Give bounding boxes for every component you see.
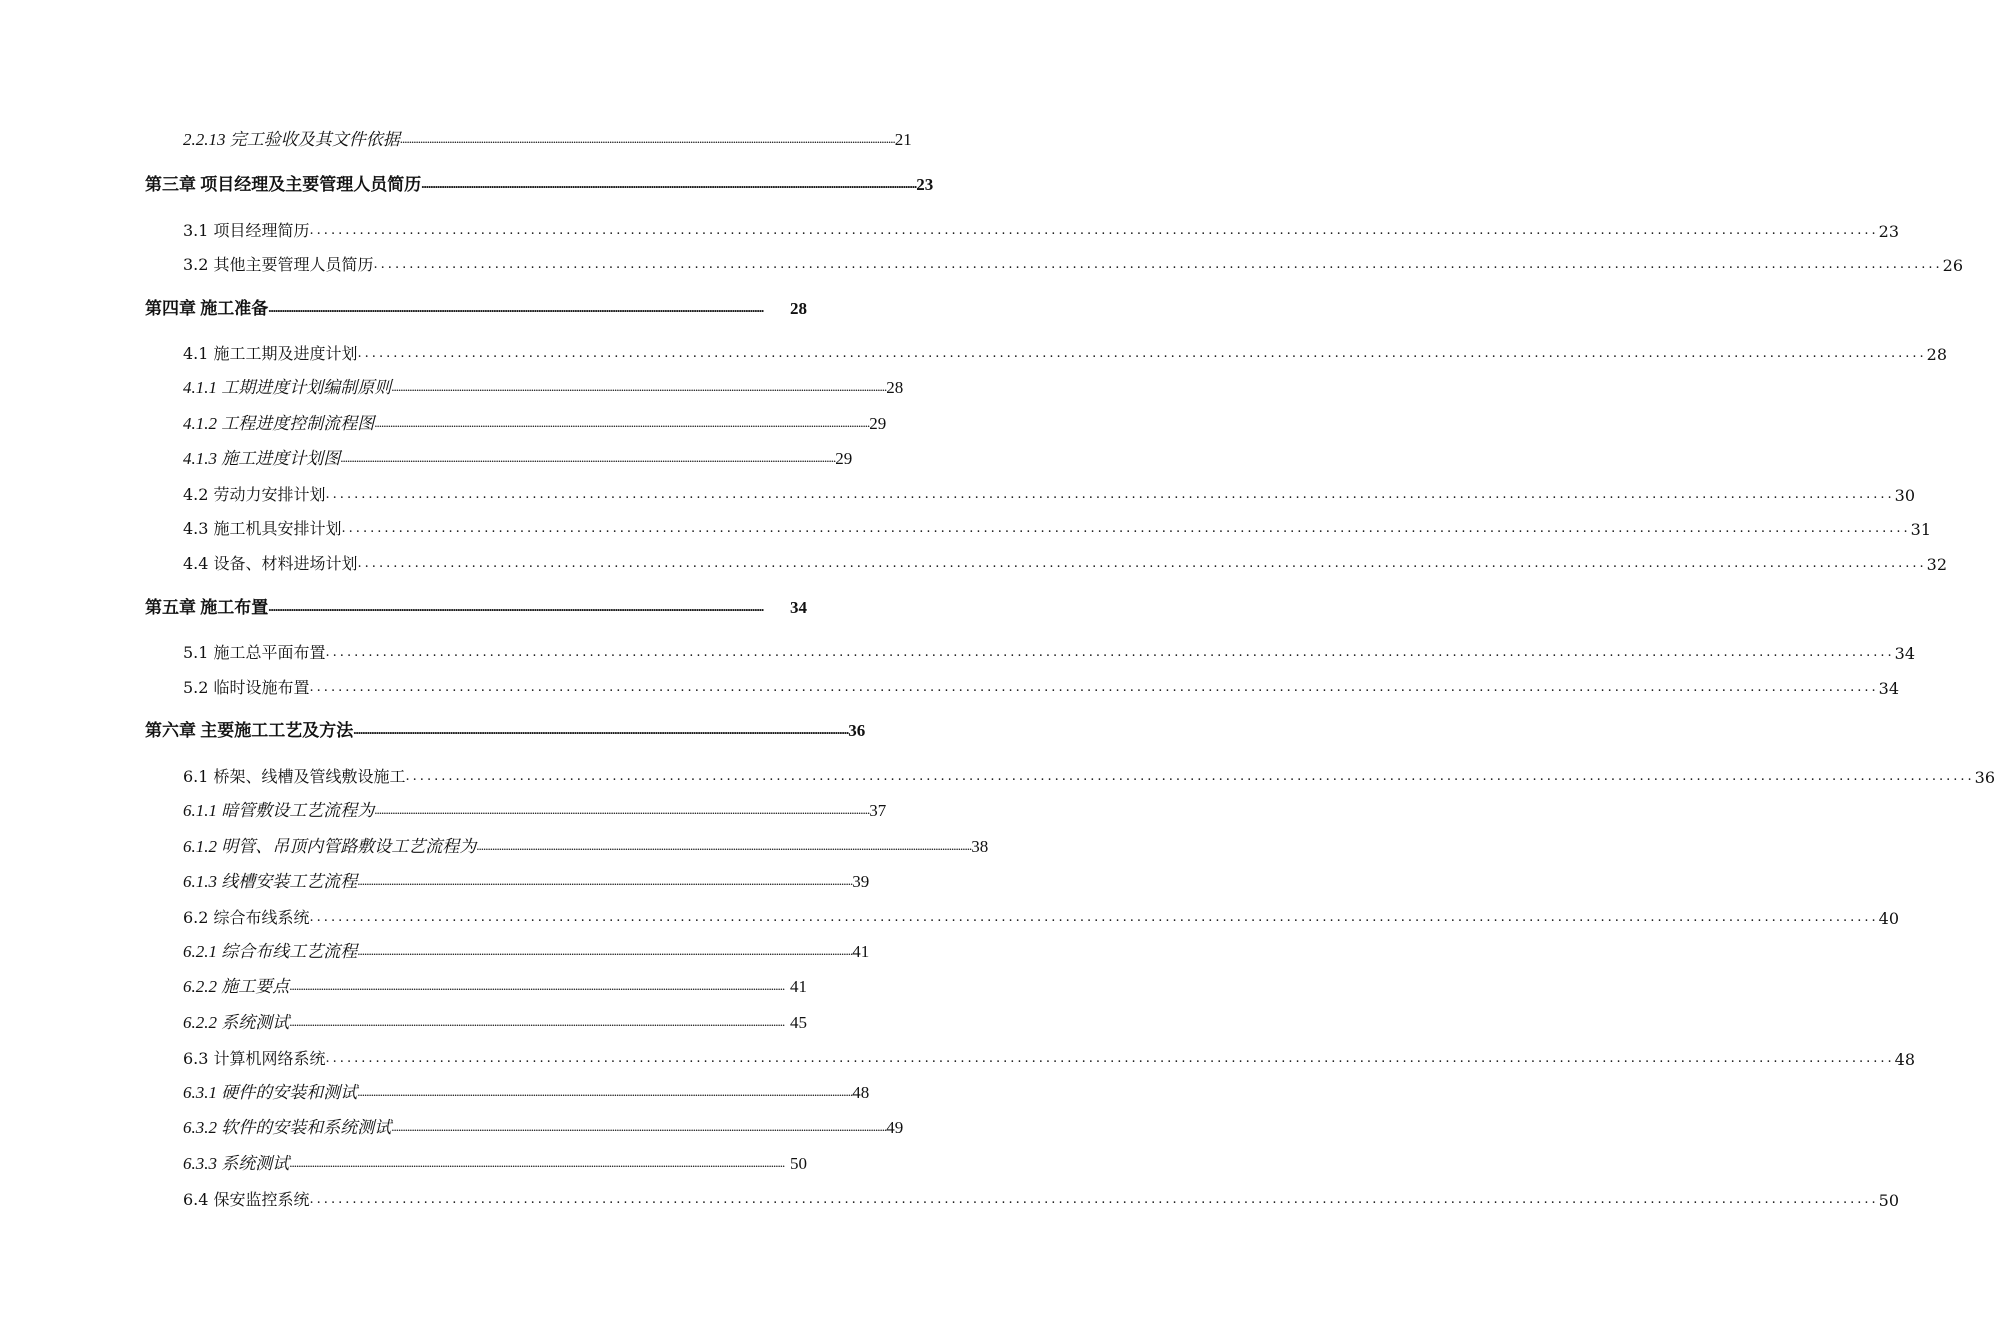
toc-page-number: 41 — [852, 942, 870, 961]
toc-title: 4.1.2 工程进度控制流程图 — [183, 414, 375, 433]
toc-page-number: 28 — [790, 299, 807, 318]
toc-entry[interactable] — [0, 1108, 950, 1138]
toc-page-number: 32 — [1926, 555, 1948, 574]
toc-leader: ............................................................................................................................................................................................................................ — [325, 645, 1895, 660]
toc-title: 第四章 施工准备 — [145, 299, 269, 318]
toc-entry[interactable] — [0, 1003, 950, 1033]
toc-leader: ............................................................................................................................................................................................................................ — [309, 910, 1879, 925]
toc-page-number: 40 — [1878, 909, 1900, 928]
toc-page-number: 29 — [869, 414, 887, 433]
toc-page-number: 50 — [1878, 1191, 1900, 1210]
toc-entry[interactable] — [0, 827, 989, 857]
toc-page-number: 30 — [1894, 486, 1916, 505]
toc-title: 5.2 临时设施布置 — [183, 678, 310, 697]
toc-leader: ............................................................................................................................................................................................................................ — [374, 415, 870, 430]
toc-entry[interactable] — [0, 245, 1964, 275]
toc-page-number: 23 — [916, 175, 934, 194]
toc-page-number: 26 — [1942, 256, 1964, 275]
toc-page-number: 28 — [1926, 345, 1948, 364]
toc-entry[interactable] — [0, 633, 1916, 663]
toc-title: 6.3.2 软件的安装和系统测试 — [183, 1118, 392, 1137]
toc-entry[interactable] — [0, 404, 950, 434]
toc-leader: ............................................................................................................................................................................................................................ — [325, 487, 1895, 502]
toc-entry[interactable] — [0, 791, 950, 821]
toc-title: 4.2 劳动力安排计划 — [183, 485, 326, 504]
toc-entry[interactable] — [0, 165, 950, 195]
toc-title: 6.4 保安监控系统 — [183, 1190, 310, 1209]
toc-leader: ............................................................................................................................................................................................................................ — [289, 978, 785, 993]
toc-title: 5.1 施工总平面布置 — [183, 643, 326, 662]
toc-leader: ............................................................................................................................................................................................................................ — [341, 521, 1911, 536]
toc-leader: ............................................................................................................................................................................................................................ — [268, 599, 764, 614]
toc-title: 3.2 其他主要管理人员简历 — [183, 255, 374, 274]
toc-leader: ............................................................................................................................................................................................................................ — [357, 943, 853, 958]
toc-title: 6.2.2 系统测试 — [183, 1013, 290, 1032]
toc-title: 6.1.1 暗管敷设工艺流程为 — [183, 801, 375, 820]
toc-leader: ............................................................................................................................................................................................................................ — [340, 450, 836, 465]
toc-title: 4.1.3 施工进度计划图 — [183, 449, 341, 468]
toc-leader: ............................................................................................................................................................................................................................ — [309, 223, 1879, 238]
toc-page-number: 38 — [971, 837, 989, 856]
toc-leader: ............................................................................................................................................................................................................................ — [309, 1192, 1879, 1207]
toc-entry[interactable] — [0, 211, 1900, 241]
toc-entry[interactable] — [0, 1180, 1900, 1210]
toc-title: 4.1.1 工期进度计划编制原则 — [183, 378, 392, 397]
toc-page-number: 31 — [1910, 520, 1932, 539]
toc-entry[interactable] — [0, 509, 1932, 539]
toc-title: 6.1 桥架、线槽及管线敷设施工 — [183, 767, 406, 786]
toc-page-number: 37 — [869, 801, 887, 820]
toc-leader: ............................................................................................................................................................................................................................ — [399, 131, 895, 146]
toc-leader: ............................................................................................................................................................................................................................ — [391, 1119, 887, 1134]
toc-entry[interactable] — [0, 475, 1916, 505]
toc-page-number: 45 — [790, 1013, 807, 1032]
toc-page-number: 36 — [1974, 768, 1995, 787]
toc-page-number: 50 — [790, 1154, 807, 1173]
toc-leader: ............................................................................................................................................................................................................................ — [405, 769, 1975, 784]
toc-entry[interactable] — [0, 544, 1948, 574]
toc-leader: ............................................................................................................................................................................................................................ — [391, 379, 887, 394]
toc-page-number: 34 — [790, 598, 807, 617]
toc-leader: ............................................................................................................................................................................................................................ — [421, 176, 917, 191]
toc-page-number: 39 — [852, 872, 870, 891]
toc-page-number: 34 — [1878, 679, 1900, 698]
toc-page-number: 48 — [1894, 1050, 1916, 1069]
toc-title: 6.3.1 硬件的安装和测试 — [183, 1083, 358, 1102]
toc-leader: ............................................................................................................................................................................................................................ — [374, 802, 870, 817]
toc-leader: ............................................................................................................................................................................................................................ — [268, 300, 764, 315]
toc-entry[interactable] — [0, 289, 950, 319]
toc-leader: ............................................................................................................................................................................................................................ — [476, 838, 972, 853]
toc-entry[interactable] — [0, 439, 950, 469]
toc-leader: ............................................................................................................................................................................................................................ — [357, 873, 853, 888]
toc-entry[interactable] — [0, 967, 950, 997]
toc-page-number: 36 — [848, 721, 866, 740]
toc-page-number: 41 — [790, 977, 807, 996]
toc-entry[interactable] — [0, 757, 1995, 787]
toc-page-number: 34 — [1894, 644, 1916, 663]
toc-title: 6.3.3 系统测试 — [183, 1154, 290, 1173]
toc-title: 第六章 主要施工工艺及方法 — [145, 721, 354, 740]
toc-leader: ............................................................................................................................................................................................................................ — [325, 1051, 1895, 1066]
toc-title: 3.1 项目经理简历 — [183, 221, 310, 240]
toc-leader: ............................................................................................................................................................................................................................ — [357, 346, 1927, 361]
toc-entry[interactable] — [0, 1144, 950, 1174]
toc-entry[interactable] — [0, 1039, 1916, 1069]
toc-title: 6.3 计算机网络系统 — [183, 1049, 326, 1068]
toc-title: 6.1.2 明管、吊顶内管路敷设工艺流程为 — [183, 837, 477, 856]
toc-title: 6.2.1 综合布线工艺流程 — [183, 942, 358, 961]
toc-leader: ............................................................................................................................................................................................................................ — [309, 680, 1879, 695]
toc-title: 2.2.13 完工验收及其文件依据 — [183, 130, 400, 149]
toc-title: 4.3 施工机具安排计划 — [183, 519, 342, 538]
toc-page-number: 29 — [835, 449, 853, 468]
toc-title: 6.1.3 线槽安装工艺流程 — [183, 872, 358, 891]
toc-entry[interactable] — [0, 120, 950, 150]
toc-leader: ............................................................................................................................................................................................................................ — [353, 722, 849, 737]
toc-title: 6.2 综合布线系统 — [183, 908, 310, 927]
toc-leader: ............................................................................................................................................................................................................................ — [289, 1014, 785, 1029]
toc-page-number: 28 — [886, 378, 904, 397]
toc-entry[interactable] — [0, 588, 950, 618]
toc-title: 4.1 施工工期及进度计划 — [183, 344, 358, 363]
toc-leader: ............................................................................................................................................................................................................................ — [357, 556, 1927, 571]
toc-entry[interactable] — [0, 862, 950, 892]
toc-leader: ............................................................................................................................................................................................................................ — [373, 257, 1943, 272]
toc-leader: ............................................................................................................................................................................................................................ — [289, 1155, 785, 1170]
toc-title: 4.4 设备、材料进场计划 — [183, 554, 358, 573]
toc-page-number: 49 — [886, 1118, 904, 1137]
toc-entry[interactable] — [0, 1073, 950, 1103]
toc-page-number: 23 — [1878, 222, 1900, 241]
toc-entry[interactable] — [0, 898, 1900, 928]
toc-entry[interactable] — [0, 334, 1948, 364]
toc-title: 6.2.2 施工要点 — [183, 977, 290, 996]
toc-page-number: 21 — [894, 130, 912, 149]
toc-title: 第五章 施工布置 — [145, 598, 269, 617]
toc-entry[interactable] — [0, 668, 1900, 698]
toc-entry[interactable] — [0, 368, 950, 398]
toc-leader: ............................................................................................................................................................................................................................ — [357, 1084, 853, 1099]
toc-title: 第三章 项目经理及主要管理人员简历 — [145, 175, 422, 194]
toc-entry[interactable] — [0, 711, 950, 741]
toc-entry[interactable] — [0, 932, 950, 962]
toc-page-number: 48 — [852, 1083, 870, 1102]
